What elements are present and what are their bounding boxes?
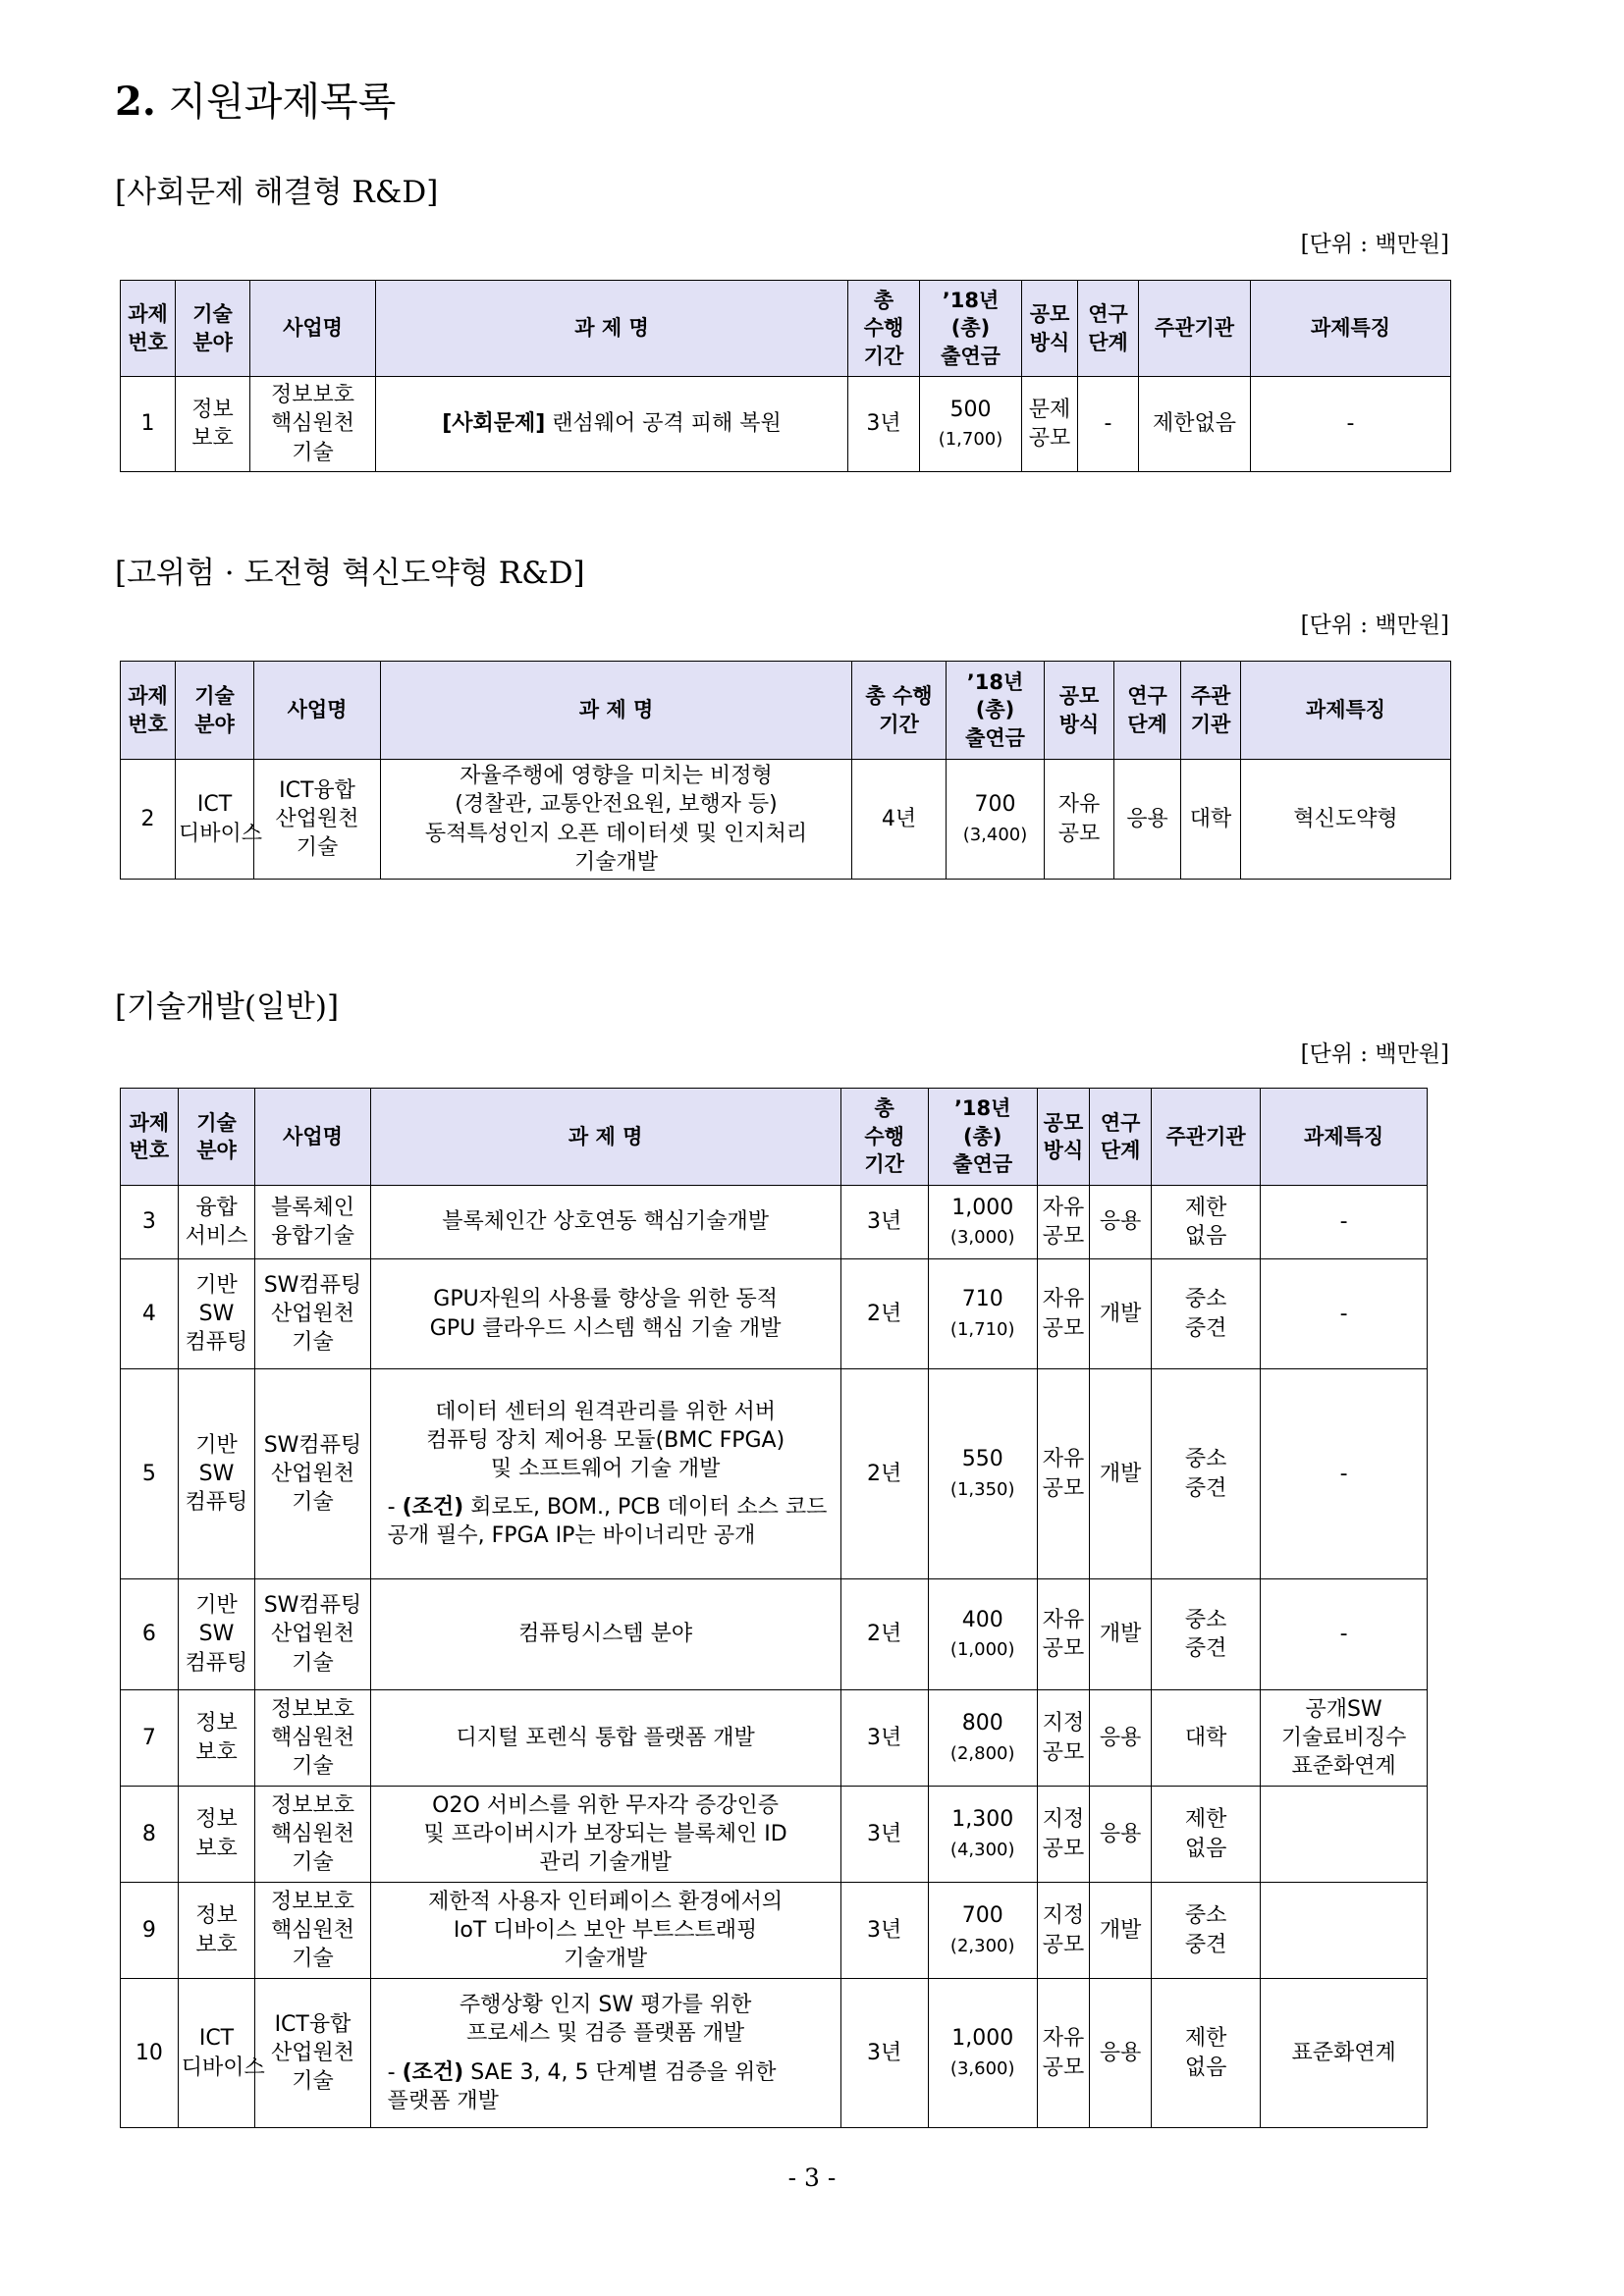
cell-org: 제한 없음 <box>1152 1979 1261 2128</box>
header-method: 공모 방식 <box>1045 662 1114 760</box>
cell-biz: ICT융합 산업원천 기술 <box>254 760 381 880</box>
cell-feature <box>1261 1787 1428 1883</box>
cell-method: 자유 공모 <box>1037 1369 1089 1579</box>
cell-fund: 1,000 (3,000) <box>928 1186 1037 1259</box>
table-row <box>121 1579 1428 1690</box>
cell-no: 10 <box>121 1979 179 2128</box>
section-number: 2. <box>115 79 156 125</box>
page-number: - 3 - <box>787 2163 837 2192</box>
table-row <box>121 1979 1428 2128</box>
cell-title: 자율주행에 영향을 미치는 비정형 (경찰관, 교통안전요원, 보행자 등) 동적특성인지 오픈 데이터셋 및 인지처리 기술개발 <box>381 760 852 880</box>
cell-title: [사회문제] 랜섬웨어 공격 피해 복원 <box>376 377 848 472</box>
header-feature: 과제특징 <box>1241 662 1451 760</box>
cell-method: 자유 공모 <box>1037 1259 1089 1369</box>
cell-period: 2년 <box>840 1259 928 1369</box>
cell-stage: 개발 <box>1090 1579 1152 1690</box>
header-fund: ’18년 (총) 출연금 <box>947 662 1045 760</box>
section-title: 지원과제목록 <box>168 80 397 125</box>
header-title: 과 제 명 <box>376 281 848 377</box>
header-no: 과제 번호 <box>121 662 176 760</box>
table-header-row <box>121 281 1451 377</box>
cell-feature: 표준화연계 <box>1261 1979 1428 2128</box>
header-method: 공모 방식 <box>1037 1089 1089 1186</box>
cell-no: 5 <box>121 1369 179 1579</box>
cell-method: 자유 공모 <box>1037 1186 1089 1259</box>
cell-title: 디지털 포렌식 통합 플랫폼 개발 <box>370 1690 840 1787</box>
header-org: 주관 기관 <box>1181 662 1241 760</box>
table-row <box>121 1883 1428 1979</box>
cell-feature: - <box>1261 1579 1428 1690</box>
cell-feature: - <box>1251 377 1451 472</box>
cell-field: ICT 디바이스 <box>178 1979 255 2128</box>
cell-biz: 블록체인 융합기술 <box>255 1186 370 1259</box>
header-fund: ’18년 (총) 출연금 <box>928 1089 1037 1186</box>
cell-period: 2년 <box>840 1369 928 1579</box>
cell-method: 자유 공모 <box>1045 760 1114 880</box>
social-section-title: [사회문제 해결형 R&D] <box>115 175 439 210</box>
cell-method: 자유 공모 <box>1037 1579 1089 1690</box>
header-title: 과 제 명 <box>381 662 852 760</box>
cell-no: 3 <box>121 1186 179 1259</box>
cell-stage: 응용 <box>1090 1186 1152 1259</box>
header-field: 기술 분야 <box>178 1089 255 1186</box>
header-biz: 사업명 <box>254 662 381 760</box>
cell-period: 3년 <box>840 1186 928 1259</box>
general-section-title: [기술개발(일반)] <box>115 989 340 1025</box>
cell-title: O2O 서비스를 위한 무자각 증강인증 및 프라이버시가 보장되는 블록체인 ID 관리 기술개발 <box>370 1787 840 1883</box>
header-feature: 과제특징 <box>1261 1089 1428 1186</box>
cell-feature: - <box>1261 1369 1428 1579</box>
header-no: 과제 번호 <box>121 281 176 377</box>
cell-stage: - <box>1078 377 1139 472</box>
cell-title: 주행상황 인지 SW 평가를 위한 프로세스 및 검증 플랫폼 개발 - (조건) SAE 3, 4, 5 단계별 검증을 위한 플랫폼 개발 <box>370 1979 840 2128</box>
highrisk-table <box>120 661 1451 880</box>
cell-field: 정보 보호 <box>176 377 250 472</box>
cell-fund: 800 (2,800) <box>928 1690 1037 1787</box>
cell-no: 6 <box>121 1579 179 1690</box>
header-field: 기술 분야 <box>176 281 250 377</box>
cell-title: 제한적 사용자 인터페이스 환경에서의 IoT 디바이스 보안 부트스트래핑 기술개발 <box>370 1883 840 1979</box>
cell-stage: 개발 <box>1090 1883 1152 1979</box>
cell-method: 지정 공모 <box>1037 1787 1089 1883</box>
table-row <box>121 1787 1428 1883</box>
cell-method: 지정 공모 <box>1037 1883 1089 1979</box>
cell-period: 3년 <box>848 377 920 472</box>
cell-field: 기반 SW 컴퓨팅 <box>178 1369 255 1579</box>
cell-fund: 710 (1,710) <box>928 1259 1037 1369</box>
cell-field: ICT 디바이스 <box>176 760 254 880</box>
cell-biz: ICT융합 산업원천 기술 <box>255 1979 370 2128</box>
header-period: 총 수행 기간 <box>848 281 920 377</box>
condition-note: - (조건) SAE 3, 4, 5 단계별 검증을 위한 플랫폼 개발 <box>387 2059 777 2113</box>
cell-biz: 정보보호 핵심원천 기술 <box>250 377 376 472</box>
cell-field: 기반 SW 컴퓨팅 <box>178 1579 255 1690</box>
cell-biz: SW컴퓨팅 산업원천 기술 <box>255 1259 370 1369</box>
cell-org: 중소 중견 <box>1152 1369 1261 1579</box>
social-unit-label: [단위 : 백만원] <box>1300 232 1449 257</box>
cell-period: 3년 <box>840 1979 928 2128</box>
cell-method: 문제 공모 <box>1022 377 1078 472</box>
cell-stage: 개발 <box>1090 1259 1152 1369</box>
cell-fund: 1,300 (4,300) <box>928 1787 1037 1883</box>
cell-org: 중소 중견 <box>1152 1259 1261 1369</box>
cell-stage: 응용 <box>1114 760 1181 880</box>
table-row <box>121 1369 1428 1579</box>
cell-no: 8 <box>121 1787 179 1883</box>
cell-org: 대학 <box>1181 760 1241 880</box>
cell-fund: 400 (1,000) <box>928 1579 1037 1690</box>
header-biz: 사업명 <box>255 1089 370 1186</box>
cell-feature: 혁신도약형 <box>1241 760 1451 880</box>
header-fund: ’18년 (총) 출연금 <box>920 281 1022 377</box>
header-org: 주관기관 <box>1152 1089 1261 1186</box>
cell-field: 정보 보호 <box>178 1883 255 1979</box>
cell-no: 7 <box>121 1690 179 1787</box>
cell-org: 제한없음 <box>1139 377 1251 472</box>
cell-field: 융합 서비스 <box>178 1186 255 1259</box>
highrisk-section-title: [고위험 · 도전형 혁신도약형 R&D] <box>115 556 585 591</box>
cell-stage: 개발 <box>1090 1369 1152 1579</box>
cell-biz: 정보보호 핵심원천 기술 <box>255 1787 370 1883</box>
cell-biz: 정보보호 핵심원천 기술 <box>255 1690 370 1787</box>
social-table <box>120 280 1451 472</box>
header-title: 과 제 명 <box>370 1089 840 1186</box>
cell-biz: SW컴퓨팅 산업원천 기술 <box>255 1579 370 1690</box>
condition-note: - (조건) 회로도, BOM., PCB 데이터 소스 코드 공개 필수, FPGA IP는 바이너리만 공개 <box>387 1495 828 1549</box>
header-org: 주관기관 <box>1139 281 1251 377</box>
header-period: 총 수행 기간 <box>840 1089 928 1186</box>
table-row <box>121 1259 1428 1369</box>
cell-feature <box>1261 1883 1428 1979</box>
header-stage: 연구 단계 <box>1078 281 1139 377</box>
cell-stage: 응용 <box>1090 1979 1152 2128</box>
cell-org: 제한 없음 <box>1152 1186 1261 1259</box>
cell-period: 4년 <box>852 760 947 880</box>
cell-no: 4 <box>121 1259 179 1369</box>
cell-feature: - <box>1261 1186 1428 1259</box>
table-header-row <box>121 662 1451 760</box>
table-row <box>121 760 1451 880</box>
header-field: 기술 분야 <box>176 662 254 760</box>
general-table <box>120 1088 1428 2128</box>
table-header-row <box>121 1089 1428 1186</box>
cell-no: 1 <box>121 377 176 472</box>
cell-org: 대학 <box>1152 1690 1261 1787</box>
cell-biz: 정보보호 핵심원천 기술 <box>255 1883 370 1979</box>
header-period: 총 수행 기간 <box>852 662 947 760</box>
cell-title: 컴퓨팅시스템 분야 <box>370 1579 840 1690</box>
cell-title: GPU자원의 사용률 향상을 위한 동적 GPU 클라우드 시스템 핵심 기술 개발 <box>370 1259 840 1369</box>
table-row <box>121 377 1451 472</box>
cell-period: 3년 <box>840 1690 928 1787</box>
header-no: 과제 번호 <box>121 1089 179 1186</box>
cell-feature: 공개SW 기술료비징수 표준화연계 <box>1261 1690 1428 1787</box>
cell-org: 중소 중견 <box>1152 1579 1261 1690</box>
cell-title: 데이터 센터의 원격관리를 위한 서버 컴퓨팅 장치 제어용 모듈(BMC FPGA) 및 소프트웨어 기술 개발 - (조건) 회로도, BOM., PCB 데이터 소스 코드 공개 필수, FPGA IP는 바이너리만 공개 <box>370 1369 840 1579</box>
cell-title: 블록체인간 상호연동 핵심기술개발 <box>370 1186 840 1259</box>
cell-field: 정보 보호 <box>178 1787 255 1883</box>
cell-period: 3년 <box>840 1787 928 1883</box>
cell-field: 정보 보호 <box>178 1690 255 1787</box>
header-biz: 사업명 <box>250 281 376 377</box>
page-heading <box>115 71 396 127</box>
header-method: 공모 방식 <box>1022 281 1078 377</box>
table-row <box>121 1690 1428 1787</box>
cell-stage: 응용 <box>1090 1787 1152 1883</box>
cell-fund: 500 (1,700) <box>920 377 1022 472</box>
cell-org: 중소 중견 <box>1152 1883 1261 1979</box>
cell-no: 2 <box>121 760 176 880</box>
cell-fund: 1,000 (3,600) <box>928 1979 1037 2128</box>
cell-period: 3년 <box>840 1883 928 1979</box>
cell-org: 제한 없음 <box>1152 1787 1261 1883</box>
cell-no: 9 <box>121 1883 179 1979</box>
general-unit-label: [단위 : 백만원] <box>1300 1041 1449 1067</box>
header-stage: 연구 단계 <box>1090 1089 1152 1186</box>
cell-biz: SW컴퓨팅 산업원천 기술 <box>255 1369 370 1579</box>
highrisk-unit-label: [단위 : 백만원] <box>1300 613 1449 638</box>
cell-method: 자유 공모 <box>1037 1979 1089 2128</box>
cell-feature: - <box>1261 1259 1428 1369</box>
cell-period: 2년 <box>840 1579 928 1690</box>
header-feature: 과제특징 <box>1251 281 1451 377</box>
table-row <box>121 1186 1428 1259</box>
cell-fund: 700 (2,300) <box>928 1883 1037 1979</box>
cell-stage: 응용 <box>1090 1690 1152 1787</box>
cell-fund: 550 (1,350) <box>928 1369 1037 1579</box>
cell-fund: 700 (3,400) <box>947 760 1045 880</box>
header-stage: 연구 단계 <box>1114 662 1181 760</box>
cell-method: 지정 공모 <box>1037 1690 1089 1787</box>
cell-field: 기반 SW 컴퓨팅 <box>178 1259 255 1369</box>
